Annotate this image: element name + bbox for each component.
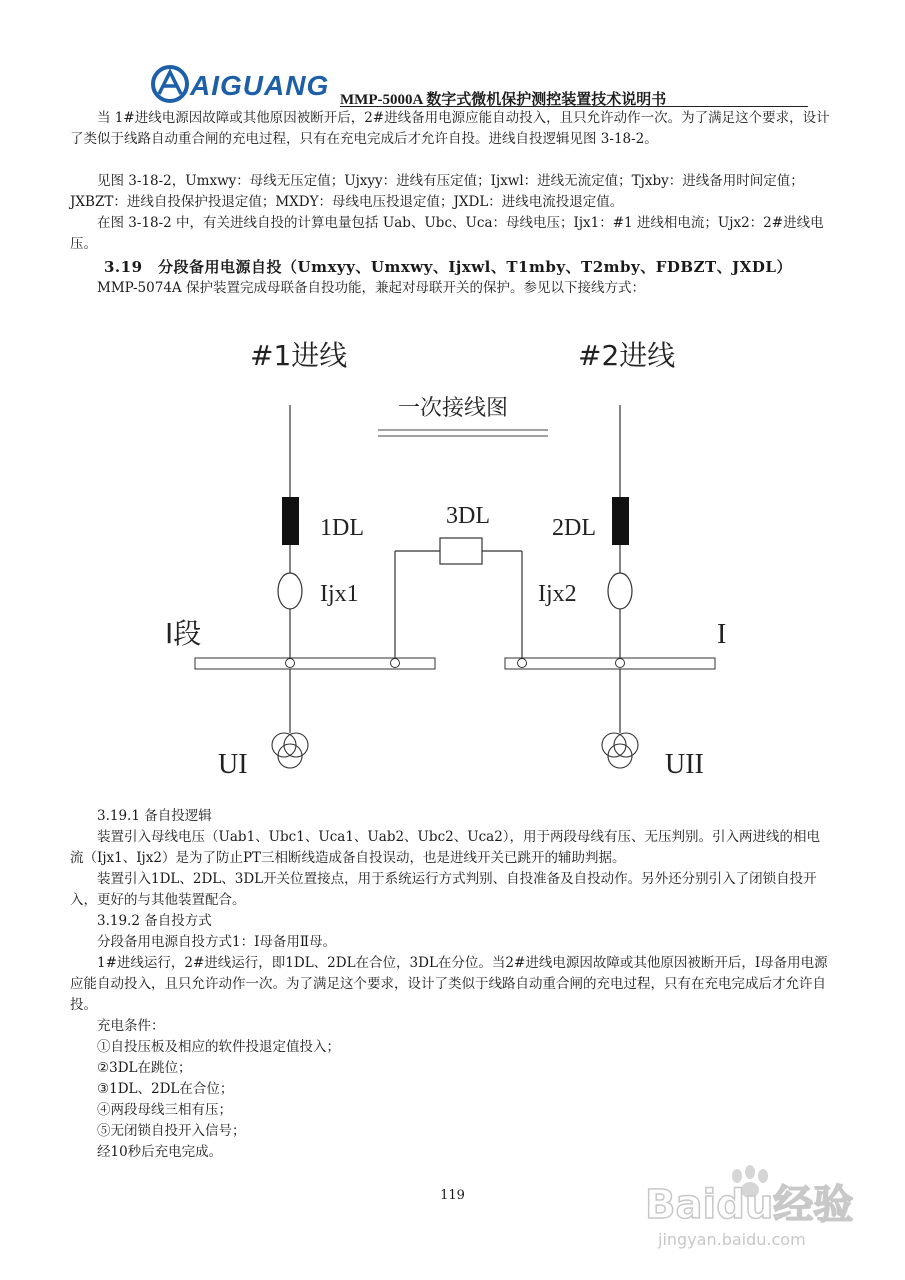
paragraph-mode-1: 分段备用电源自投方式1：Ⅰ母备用Ⅱ母。 — [97, 934, 337, 950]
charge-condition-5: ⑤无闭锁自投开入信号； — [97, 1123, 246, 1139]
bus-section-2 — [505, 658, 715, 669]
charge-conditions-title: 充电条件： — [97, 1018, 165, 1034]
charge-condition-4: ④两段母线三相有压； — [97, 1102, 232, 1118]
breaker-2dl — [612, 497, 629, 545]
paragraph-mode-desc: 1#进线运行，2#进线运行，即1DL、2DL在合位，3DL在分位。当2#进线电源因故障或其他原因被断开后，Ⅰ母备用电源应能自动投入，且只允许动作一次。为了满足这个要求，设计了类似于线路自动重合闸的充电过程，只有在充电完成后才允许自投。 — [70, 955, 828, 1013]
pt-uii-label: UII — [665, 749, 704, 780]
breaker-1dl — [282, 497, 299, 545]
bus-2-node-tie — [518, 659, 527, 668]
bus-section-2-label: I — [717, 619, 727, 650]
ct-ijx1-label: Ijx1 — [320, 581, 359, 607]
bus-section-1-label: I段 — [165, 617, 202, 650]
ct-ijx1 — [278, 573, 302, 609]
subsection-3-19-2: 3.19.2 备自投方式 — [97, 913, 212, 929]
diagram-title: 一次接线图 — [398, 396, 509, 421]
paragraph-intro-2: 见图 3-18-2，Umxwy：母线无压定值；Ujxyy：进线有压定值；Ijxwl：进线无流定值；Tjxby：进线备用时间定值；JXBZT：进线自投保护投退定值；MXDY：母线电压投退定值；JXDL：进线电流投退定值。 — [70, 173, 804, 210]
logo-emblem-icon — [150, 64, 190, 104]
brand-name: AIGUANG — [190, 70, 330, 101]
bus-1-node-tie — [391, 659, 400, 668]
baidu-paw-icon — [640, 1160, 860, 1255]
pt-ui-symbol — [272, 733, 308, 768]
wiring-diagram — [160, 325, 740, 795]
subsection-3-19-1: 3.19.1 备自投逻辑 — [97, 808, 212, 824]
ct-ijx2 — [608, 573, 632, 609]
incoming-line-1-label: #1进线 — [250, 339, 348, 372]
charge-complete-note: 经10秒后充电完成。 — [97, 1144, 223, 1160]
pt-ui-label: UI — [218, 749, 248, 780]
breaker-1dl-label: 1DL — [320, 515, 364, 541]
paragraph-logic-2: 装置引入1DL、2DL、3DL开关位置接点，用于系统运行方式判别、自投准备及自投动作。另外还分别引入了闭锁自投开入，更好的与其他装置配合。 — [70, 871, 817, 908]
document-title: MMP-5000A 数字式微机保护测控装置技术说明书 — [340, 92, 667, 108]
bus-1-node-line1 — [286, 659, 295, 668]
paragraph-intro-3: 在图 3-18-2 中，有关进线自投的计算电量包括 Uab、Ubc、Uca：母线电压；Ijx1：#1 进线相电流；Ujx2：2#进线电压。 — [70, 215, 824, 252]
charge-condition-1: ①自投压板及相应的软件投退定值投入； — [97, 1039, 340, 1055]
wiring-diagram-svg — [160, 325, 740, 795]
breaker-3dl-label: 3DL — [446, 503, 490, 529]
header-rule — [340, 106, 808, 107]
section-intro: MMP-5074A 保护装置完成母联备自投功能，兼起对母联开关的保护。参见以下接线方式： — [97, 280, 645, 296]
baidu-watermark — [640, 1160, 860, 1255]
paragraph-logic-1: 装置引入母线电压（Uab1、Ubc1、Uca1、Uab2、Ubc2、Uca2），用于两段母线有压、无压判别。引入两进线的相电流（Ijx1、Ijx2）是为了防止PT三相断线造成备自投误动，也是进线开关已跳开的辅助判据。 — [70, 829, 821, 866]
incoming-line-2-label: #2进线 — [578, 339, 676, 372]
pt-uii-symbol — [602, 733, 638, 768]
ct-ijx2-label: Ijx2 — [538, 581, 577, 607]
breaker-2dl-label: 2DL — [552, 515, 596, 541]
charge-condition-2: ②3DL在跳位； — [97, 1060, 192, 1076]
charge-condition-3: ③1DL、2DL在合位； — [97, 1081, 234, 1097]
watermark-url: jingyan.baidu.com — [658, 1230, 806, 1249]
breaker-3dl — [440, 538, 482, 564]
page-number: 119 — [440, 1188, 465, 1203]
section-heading: 3.19 分段备用电源自投（Umxyy、Umxwy、Ijxwl、T1mby、T2mby、FDBZT、JXDL） — [104, 258, 792, 276]
watermark-brand: Baidu经验 — [645, 1182, 854, 1228]
bus-2-node-line2 — [616, 659, 625, 668]
paragraph-intro-1: 当 1#进线电源因故障或其他原因被断开后，2#进线备用电源应能自动投入，且只允许动作一次。为了满足这个要求，设计了类似于线路自动重合闸的充电过程，只有在充电完成后才允许自投。进线自投逻辑见图 3-18-2。 — [70, 110, 830, 147]
